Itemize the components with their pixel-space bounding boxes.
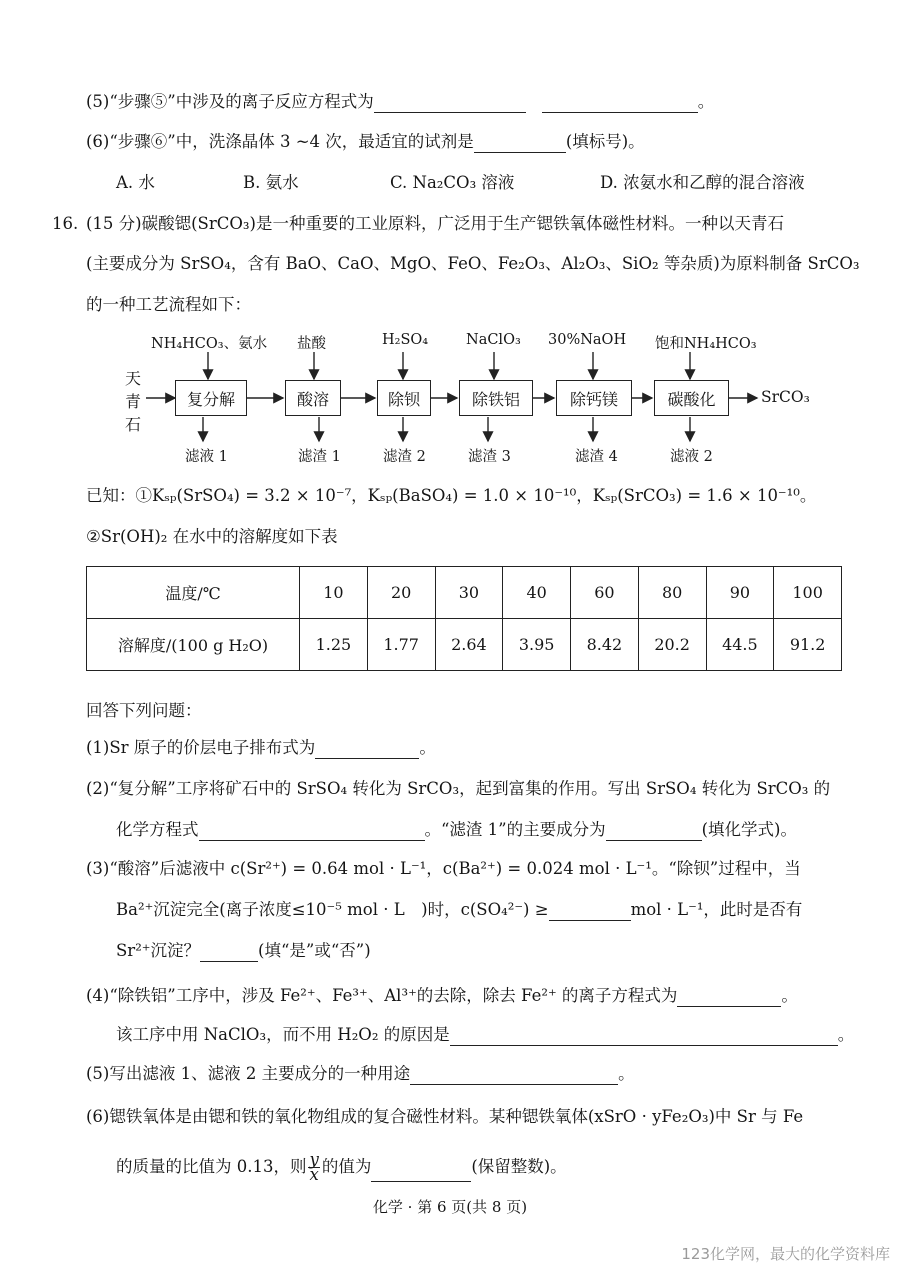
s3-c-end-text: (填“是”或“否”) [258, 941, 371, 960]
step-5-name: 除钙镁 [569, 389, 618, 409]
s3-text: Ba²⁺沉淀完全(离子浓度≤10⁻⁵ mol · L )时，c(SO₄²⁻) ≥ [116, 900, 549, 919]
table-cell: 1.77 [367, 619, 435, 671]
q15-item5-blank-2[interactable] [542, 94, 698, 113]
table-cell: 3.95 [503, 619, 571, 671]
s3-line-b [116, 899, 802, 921]
s6-end-text: (保留整数)。 [471, 1157, 567, 1176]
reagent-5-label: 30%NaOH [548, 332, 627, 348]
s6-mid-text: 的值为 [321, 1157, 372, 1176]
s6-value-blank[interactable] [371, 1163, 471, 1182]
known-solubility-intro: ②Sr(OH)₂ 在水中的溶解度如下表 [86, 527, 338, 546]
step-1-name: 复分解 [186, 389, 235, 409]
table-cell: 91.2 [774, 619, 842, 671]
step-box-carbonation [654, 380, 729, 416]
s2-mid-text: 。“滤渣 1”的主要成分为 [424, 820, 606, 839]
q15-item6-blank[interactable] [474, 134, 566, 153]
s4-equation-blank[interactable] [677, 988, 781, 1007]
q16-intro-3: 的一种工艺流程如下： [86, 295, 251, 314]
table-row-temperature [87, 567, 842, 619]
known-ksp-line: 已知：①Kₛₚ(SrSO₄) = 3.2 × 10⁻⁷，Kₛₚ(BaSO₄) = 1.0 × 10⁻¹⁰，Kₛₚ(SrCO₃) = 1.6 × 10⁻¹⁰。 [86, 486, 817, 505]
s6-line-b [116, 1152, 567, 1182]
table-cell: 44.5 [706, 619, 774, 671]
product-label: SrCO₃ [761, 388, 810, 406]
step-box-calcium-magnesium-removal [556, 380, 632, 416]
table-cell: 10 [300, 567, 368, 619]
step-box-acid-dissolution [285, 380, 341, 416]
q15-item5-blank-1[interactable] [374, 94, 526, 113]
table-cell: 40 [503, 567, 571, 619]
s2-line-a: (2)“复分解”工序将矿石中的 SrSO₄ 转化为 SrCO₃，起到富集的作用。写出 SrSO₄ 转化为 SrCO₃ 的 [86, 779, 831, 798]
q15-item5-text: (5)“步骤⑤”中涉及的离子反应方程式为 [86, 92, 374, 111]
period: 。 [618, 1064, 635, 1083]
table-cell: 1.25 [300, 619, 368, 671]
s3-line-a: (3)“酸溶”后滤液中 c(Sr²⁺) = 0.64 mol · L⁻¹，c(Ba²⁺) = 0.024 mol · L⁻¹。“除钡”过程中，当 [86, 859, 801, 878]
s3-concentration-blank[interactable] [549, 902, 631, 921]
q15-item5-line [86, 91, 714, 113]
raw-material-label: 天青石 [124, 369, 141, 434]
s5-text: (5)写出滤液 1、滤液 2 主要成分的一种用途 [86, 1064, 411, 1083]
step-box-double-decomposition [175, 380, 247, 416]
q16-intro-2: (主要成分为 SrSO₄，含有 BaO、CaO、MgO、FeO、Fe₂O₃、Al₂O₃、SiO₂ 等杂质)为原料制备 SrCO₃ [86, 254, 860, 273]
s4-reason-blank[interactable] [450, 1027, 838, 1046]
period: 。 [419, 738, 436, 757]
step-2-name: 酸溶 [296, 389, 329, 409]
s3-line-c [116, 940, 371, 962]
outlet-5-label: 滤渣 4 [575, 449, 618, 465]
table-cell: 20.2 [638, 619, 706, 671]
q15-option-d: D. 浓氨水和乙醇的混合溶液 [600, 173, 805, 192]
s1-line [86, 737, 436, 759]
s4-line-b [116, 1024, 854, 1046]
s2-end-text: (填化学式)。 [701, 820, 797, 839]
step-6-name: 碳酸化 [667, 389, 716, 409]
solubility-table [86, 566, 842, 671]
table-cell: 20 [367, 567, 435, 619]
table-cell: 8.42 [571, 619, 639, 671]
step-box-barium-removal [377, 380, 431, 416]
reagent-1-label: NH₄HCO₃、氨水 [151, 336, 268, 352]
s6-line-a: (6)锶铁氧体是由锶和铁的氧化物组成的复合磁性材料。某种锶铁氧体(xSrO · yFe₂O₃)中 Sr 与 Fe [86, 1107, 804, 1126]
table-cell: 60 [571, 567, 639, 619]
answer-prompt: 回答下列问题： [86, 701, 202, 720]
reagent-6-label: 饱和NH₄HCO₃ [655, 336, 757, 352]
s6-text: 的质量的比值为 0.13，则 [116, 1157, 307, 1176]
s1-blank[interactable] [315, 740, 419, 759]
q15-item6-text: (6)“步骤⑥”中，洗涤晶体 3 ~4 次，最适宜的试剂是 [86, 132, 474, 151]
q15-option-b: B. 氨水 [243, 173, 299, 192]
q15-item6-end: (填标号)。 [565, 132, 645, 151]
row-header-solubility: 溶解度/(100 g H₂O) [87, 619, 300, 671]
q16-number: 16. [52, 214, 79, 233]
reagent-3-label: H₂SO₄ [382, 332, 429, 348]
q15-option-a: A. 水 [116, 173, 155, 192]
s4-b-text: 该工序中用 NaClO₃，而不用 H₂O₂ 的原因是 [116, 1025, 450, 1044]
outlet-3-label: 滤渣 2 [383, 449, 426, 465]
q16-intro-1: (15 分)碳酸锶(SrCO₃)是一种重要的工业原料，广泛用于生产锶铁氧体磁性材料。一种以天青石 [86, 214, 784, 233]
table-cell: 30 [435, 567, 503, 619]
y-over-x-fraction [308, 1150, 319, 1184]
step-box-iron-aluminum-removal [459, 380, 533, 416]
q15-item6-line [86, 131, 645, 153]
row-header-temperature: 温度/℃ [87, 567, 300, 619]
s5-line [86, 1063, 635, 1085]
s1-text: (1)Sr 原子的价层电子排布式为 [86, 738, 316, 757]
reagent-4-label: NaClO₃ [466, 332, 521, 348]
process-flow-diagram [0, 325, 900, 475]
page-footer: 化学 · 第 6 页(共 8 页) [372, 1198, 528, 1216]
step-4-name: 除铁铝 [471, 389, 520, 409]
period: 。 [697, 92, 715, 111]
q15-option-c: C. Na₂CO₃ 溶液 [390, 173, 515, 192]
outlet-4-label: 滤渣 3 [468, 449, 511, 465]
s3-end-text: mol · L⁻¹，此时是否有 [630, 900, 803, 919]
period: 。 [781, 986, 798, 1005]
period: 。 [837, 1025, 855, 1044]
table-row-solubility [87, 619, 842, 671]
s2-text: 化学方程式 [116, 820, 199, 839]
reagent-2-label: 盐酸 [297, 336, 326, 352]
site-watermark: 123化学网，最大的化学资料库 [681, 1245, 890, 1263]
outlet-6-label: 滤液 2 [670, 449, 713, 465]
s3-c-text: Sr²⁺沉淀？ [116, 941, 201, 960]
s2-equation-blank[interactable] [199, 822, 425, 841]
fraction-numerator: y [309, 1150, 319, 1169]
outlet-2-label: 滤渣 1 [298, 449, 341, 465]
s4-text: (4)“除铁铝”工序中，涉及 Fe²⁺、Fe³⁺、Al³⁺的去除，除去 Fe²⁺ 的离子方程式为 [86, 986, 678, 1005]
fraction-denominator: x [309, 1165, 319, 1184]
table-cell: 90 [706, 567, 774, 619]
table-cell: 100 [774, 567, 842, 619]
s3-yes-no-blank[interactable] [200, 943, 258, 962]
table-cell: 2.64 [435, 619, 503, 671]
s4-line-a [86, 985, 798, 1007]
step-3-name: 除钡 [387, 389, 420, 409]
s2-line-b [116, 819, 797, 841]
s2-residue-blank[interactable] [606, 822, 702, 841]
s5-use-blank[interactable] [410, 1066, 618, 1085]
outlet-1-label: 滤液 1 [185, 449, 228, 465]
table-cell: 80 [638, 567, 706, 619]
